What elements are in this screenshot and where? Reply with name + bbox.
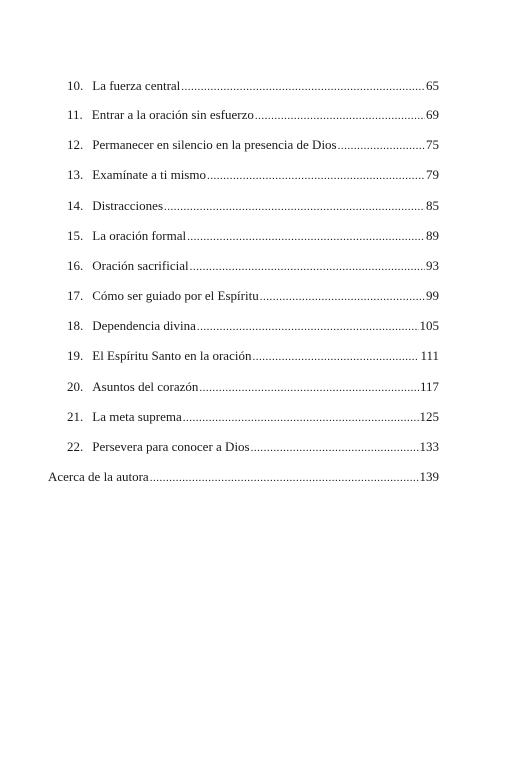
chapter-title: Dependencia divina: [92, 318, 196, 333]
toc-entry: [67, 318, 439, 335]
chapter-number: 19.: [67, 348, 84, 363]
toc-entry: [67, 167, 439, 184]
page-number: 85: [426, 198, 439, 213]
dot-leader: [255, 108, 425, 124]
chapter-number: 17.: [67, 288, 84, 303]
toc-entry: [67, 379, 439, 396]
page-number: 89: [426, 228, 439, 243]
back-matter-title: Acerca de la autora: [48, 469, 149, 484]
toc-entry: [67, 348, 439, 365]
dot-leader: [183, 410, 419, 426]
toc-entry: [67, 409, 439, 426]
toc-entry: [67, 228, 439, 245]
chapter-title: La meta suprema: [92, 409, 182, 424]
page-number: 105: [419, 318, 439, 333]
dot-leader: [199, 380, 419, 396]
toc-entry: [67, 258, 439, 275]
toc-entry: [67, 288, 439, 305]
chapter-title: La oración formal: [92, 228, 187, 243]
dot-leader: [181, 79, 425, 95]
chapter-title: La fuerza central: [92, 78, 181, 93]
chapter-number: 20.: [67, 379, 84, 394]
dot-leader: [338, 138, 425, 154]
page-number: 69: [426, 107, 439, 122]
toc-entry: [67, 198, 439, 215]
chapter-title: Entrar a la oración sin esfuerzo: [91, 107, 254, 122]
page-number: 133: [419, 439, 439, 454]
chapter-title: El Espíritu Santo en la oración: [92, 348, 252, 363]
chapter-number: 15.: [67, 228, 84, 243]
dot-leader: [164, 199, 425, 215]
dot-leader: [190, 259, 425, 275]
chapter-number: 16.: [67, 258, 84, 273]
chapter-number: 18.: [67, 318, 84, 333]
toc-entry: [67, 137, 439, 154]
page-number: 139: [419, 469, 439, 484]
page-number: 99: [426, 288, 439, 303]
chapter-title: Persevera para conocer a Dios: [92, 439, 250, 454]
chapter-title: Examínate a ti mismo: [92, 167, 206, 182]
chapter-number: 22.: [67, 439, 84, 454]
chapter-title: Oración sacrificial: [92, 258, 189, 273]
chapter-title: Cómo ser guiado por el Espíritu: [92, 288, 259, 303]
chapter-title: Asuntos del corazón: [92, 379, 199, 394]
page-number: 65: [426, 78, 439, 93]
dot-leader: [187, 229, 425, 245]
dot-leader: [252, 349, 419, 365]
dot-leader: [197, 319, 419, 335]
dot-leader: [207, 168, 425, 184]
chapter-number: 11.: [67, 107, 83, 122]
chapter-title: Permanecer en silencio en la presencia de Dios: [92, 137, 337, 152]
dot-leader: [150, 470, 419, 486]
chapter-number: 10.: [67, 78, 84, 93]
page-number: 117: [419, 379, 439, 394]
chapter-number: 13.: [67, 167, 84, 182]
toc-entry: [67, 439, 439, 456]
page-number: 93: [426, 258, 439, 273]
chapter-number: 14.: [67, 198, 84, 213]
chapter-title: Distracciones: [92, 198, 164, 213]
page-number: 111: [420, 348, 439, 363]
chapter-number: 12.: [67, 137, 84, 152]
toc-entry-back-matter: [48, 469, 439, 486]
chapter-number: 21.: [67, 409, 84, 424]
page-number: 75: [426, 137, 439, 152]
dot-leader: [260, 289, 425, 305]
toc-entry: [67, 78, 439, 95]
page-number: 125: [419, 409, 439, 424]
page-number: 79: [426, 167, 439, 182]
toc-entry: [67, 107, 439, 124]
dot-leader: [251, 440, 419, 456]
